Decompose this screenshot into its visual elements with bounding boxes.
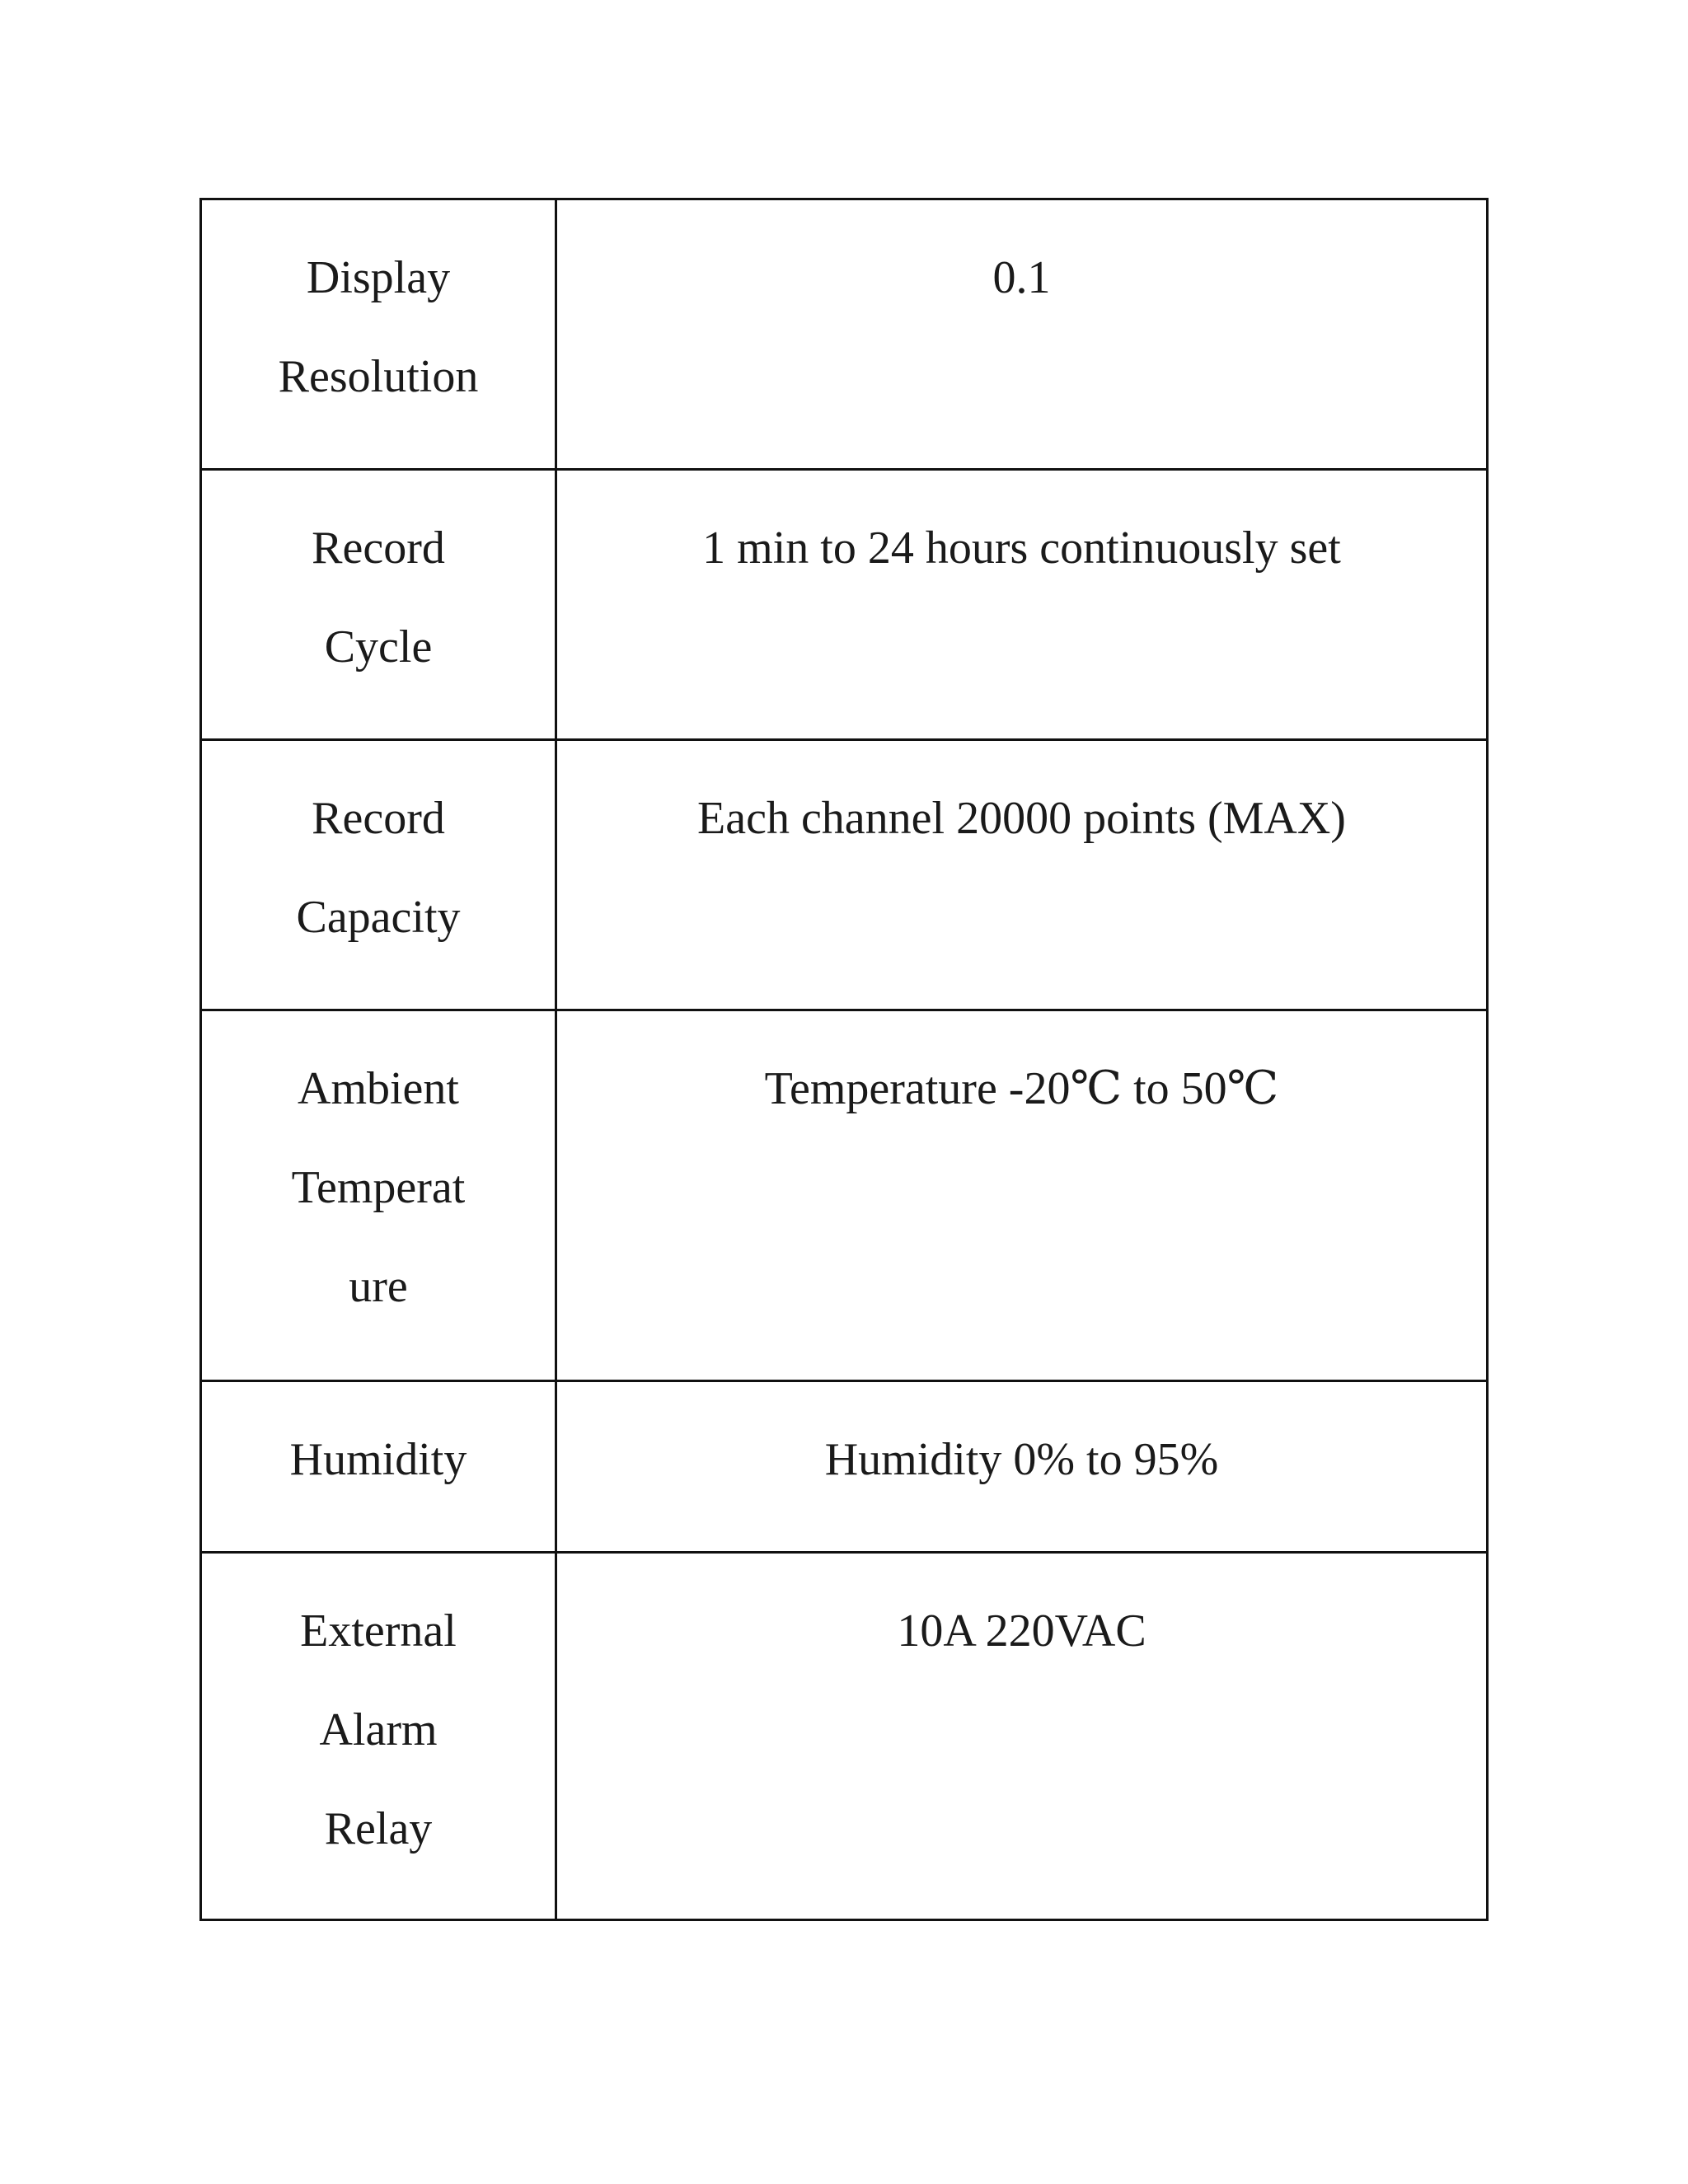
spec-label-cell [201,470,556,740]
spec-label-line: Record [312,523,445,574]
specification-table [199,198,1489,1921]
spec-label-line: External [300,1605,457,1657]
spec-label-cell [201,740,556,1010]
spec-label-line: Display [306,252,451,303]
spec-value-cell [556,199,1488,470]
spec-label-line: ure [349,1261,408,1312]
table-row [201,1010,1488,1381]
spec-label-line: Ambient [298,1063,459,1114]
spec-label-cell [201,1010,556,1381]
spec-value-cell [556,1553,1488,1920]
spec-label-cell [201,1553,556,1920]
table-row [201,1381,1488,1553]
table-row [201,199,1488,470]
table-row [201,1553,1488,1920]
spec-value: 1 min to 24 hours continuously set [702,523,1341,574]
table-row [201,740,1488,1010]
spec-label-line: Capacity [296,892,461,943]
spec-label-cell [201,199,556,470]
spec-label-line: Relay [324,1803,433,1854]
spec-value-cell [556,740,1488,1010]
spec-value-cell [556,470,1488,740]
spec-value: Each channel 20000 points (MAX) [697,793,1346,844]
spec-label-line: Record [312,793,445,844]
spec-label-line: Cycle [324,621,433,673]
spec-label-line: Resolution [278,351,479,402]
spec-label-cell [201,1381,556,1553]
spec-value-cell [556,1010,1488,1381]
spec-value-cell [556,1381,1488,1553]
table-row [201,470,1488,740]
spec-label-line: Alarm [319,1704,438,1755]
spec-value: Humidity 0% to 95% [824,1434,1219,1485]
spec-label-line: Temperat [291,1162,466,1213]
spec-value: 0.1 [992,252,1051,303]
spec-value: 10A 220VAC [897,1605,1146,1657]
spec-value: Temperature -20℃ to 50℃ [764,1063,1279,1114]
spec-label-line: Humidity [289,1434,467,1485]
